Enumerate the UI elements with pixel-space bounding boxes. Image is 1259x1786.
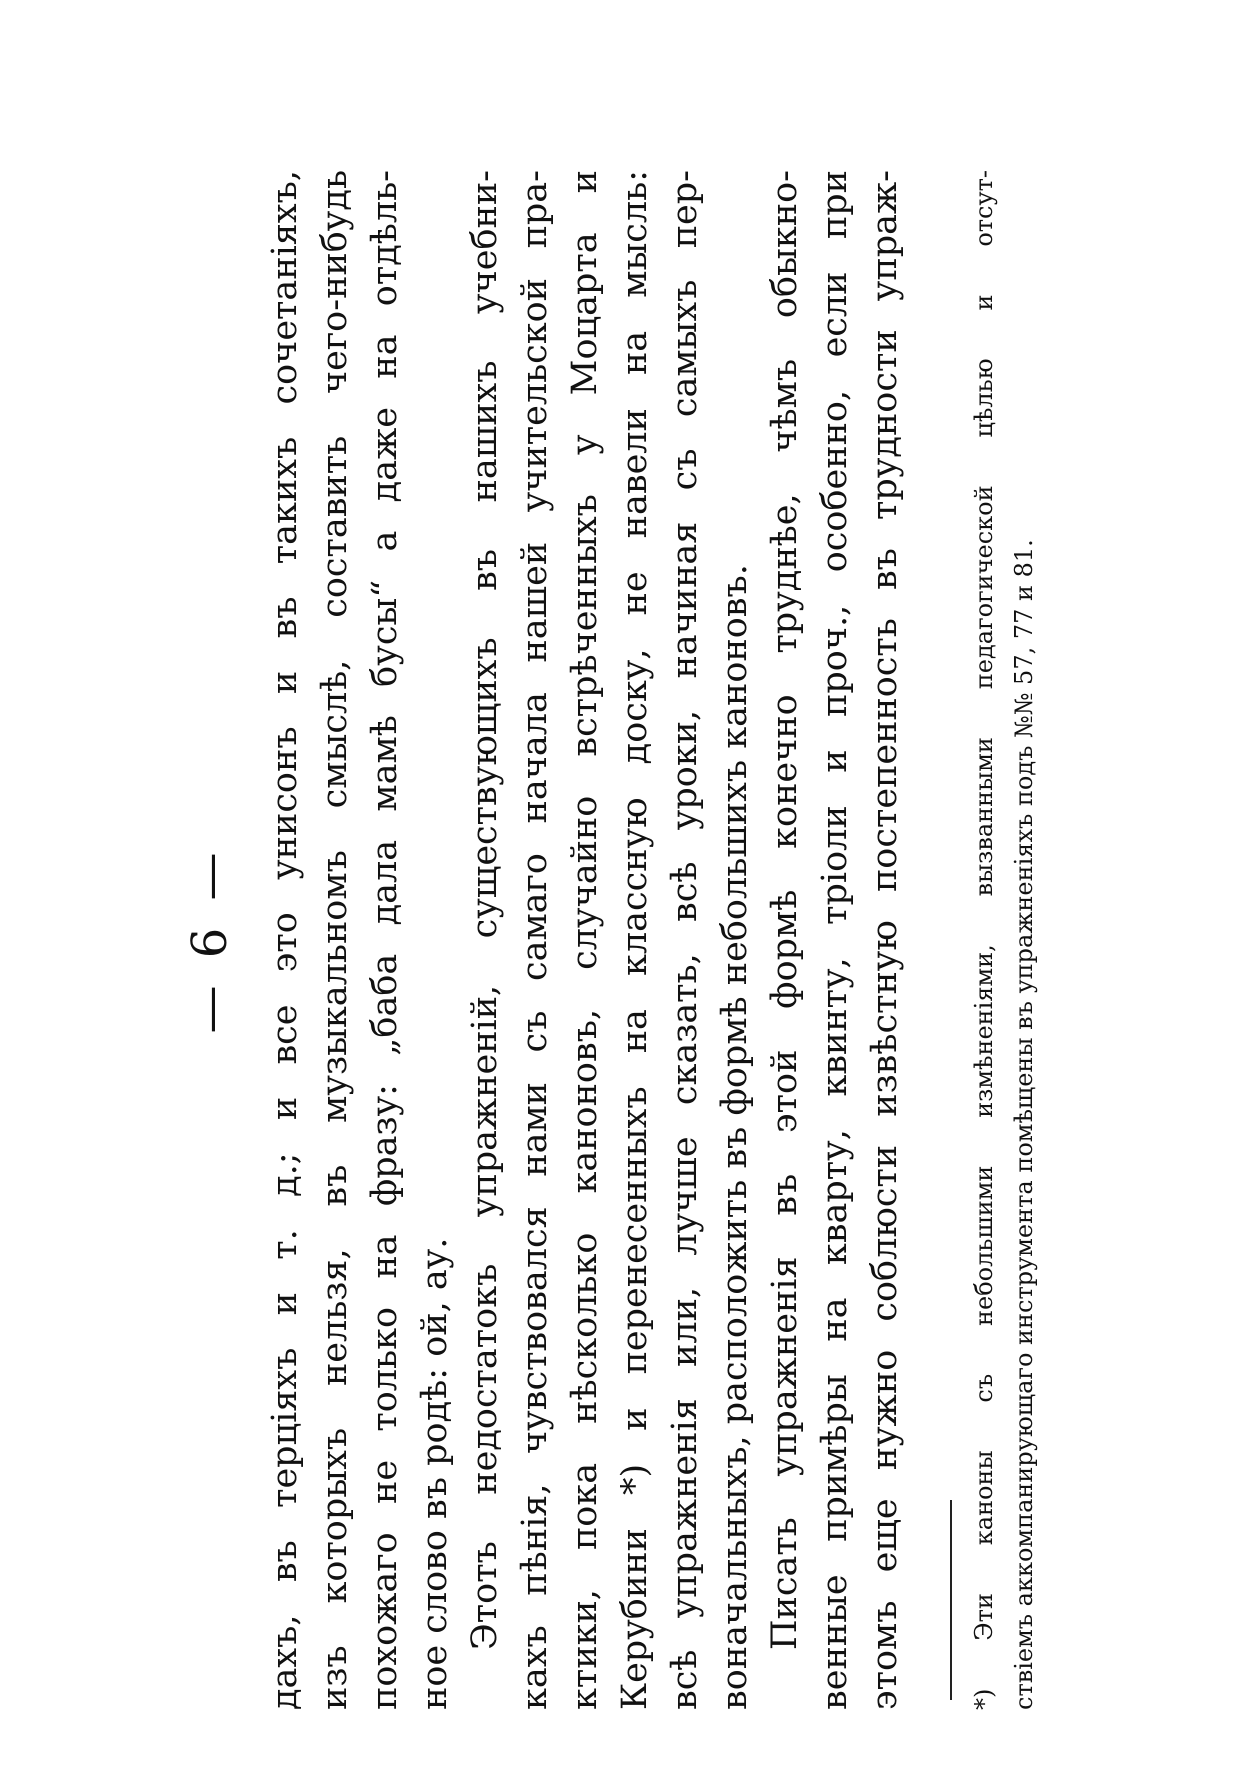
text-line: дахъ, въ терціяхъ и т. д.; и все это унисонъ и въ такихъ сочетаніяхъ, <box>265 170 305 1710</box>
text-line: всѣ упражненія или, лучше сказать, всѣ уроки, начиная съ самыхъ пер- <box>665 170 705 1710</box>
footnote <box>964 170 1044 1710</box>
paragraph-1 <box>260 170 460 1710</box>
text-line: кахъ пѣнія, чувствовался нами съ самаго начала нашей учительской пра- <box>515 170 555 1710</box>
text-line: Писать упражненія въ этой формѣ конечно труднѣе, чѣмъ обыкно- <box>765 170 805 1650</box>
text-line: Керубини *) и перенесенныхъ на классную доску, не навели на мысль: <box>615 170 655 1710</box>
text-line: воначальныхъ, расположить въ формѣ небольшихъ каноновъ. <box>715 564 755 1710</box>
text-line: Этотъ недостатокъ упражненій, существующихъ въ нашихъ учебни- <box>465 170 505 1650</box>
text-line: ктики, пока нѣсколько каноновъ, случайно встрѣченныхъ у Моцарта и <box>565 170 605 1710</box>
text-line: венные примѣры на кварту, квинту, тріоли и проч., особенно, если при <box>815 170 855 1710</box>
footnote-divider <box>950 1500 952 1700</box>
paragraph-3 <box>760 170 910 1710</box>
text-line: похожаго не только на фразу: „баба дала мамѣ бусы“ а даже на отдѣль- <box>365 170 405 1710</box>
rotated-text-block <box>180 160 1080 1720</box>
page-number-header: — 6 — <box>182 846 238 1034</box>
footnote-line: ствіемъ аккомпанирующаго инструмента помѣщены въ упражненіяхъ подъ №№ 57, 77 и 81. <box>1010 539 1038 1710</box>
text-line: изъ которыхъ нельзя, въ музыкальномъ смыслѣ, составить чего-нибудь <box>315 170 355 1710</box>
main-text <box>250 160 1044 1720</box>
text-line: этомъ еще нужно соблюсти извѣстную постепенность въ трудности упраж- <box>865 170 905 1710</box>
footnote-line: *) Эти каноны съ небольшими измѣненіями, вызванными педагогической цѣлью и отсут- <box>970 170 998 1710</box>
paragraph-2 <box>460 170 760 1710</box>
text-line: ное слово въ родѣ: ой, ау. <box>415 1237 455 1710</box>
spacer <box>910 170 950 1710</box>
